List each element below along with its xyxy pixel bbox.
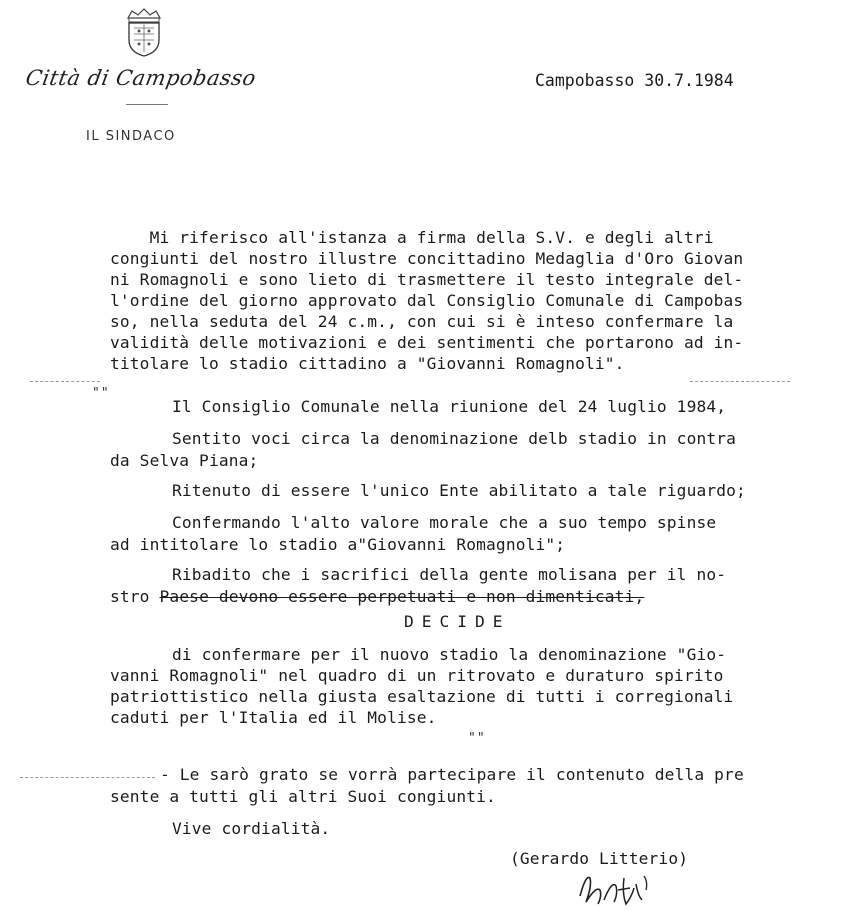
office-title: IL SINDACO <box>86 129 176 144</box>
decision-line: patriottistico nella giusta esaltazione di tutti i corregionali <box>110 687 734 706</box>
signatory-name: (Gerardo Litterio) <box>510 849 689 868</box>
quote-close-mark: "" <box>468 731 486 746</box>
sentito-line: da Selva Piana; <box>110 451 259 470</box>
quote-open-mark: "" <box>92 386 110 401</box>
sentito-line: Sentito voci circa la denominazione delb stadio in contra <box>172 429 737 448</box>
decide-heading: DECIDE <box>404 612 511 631</box>
ribadito-line: Ribadito che i sacrifici della gente molisana per il no- <box>172 565 727 584</box>
intro-line: validità delle motivazioni e dei sentimenti che portarono ad in- <box>110 333 744 352</box>
confermando-line: Confermando l'alto valore morale che a suo tempo spinse <box>172 513 717 532</box>
regards-line: Vive cordialità. <box>172 819 331 838</box>
intro-line: ni Romagnoli e sono lieto di trasmettere il testo integrale del- <box>110 270 744 289</box>
resolution-opening: Il Consiglio Comunale nella riunione del 24 luglio 1984, <box>172 397 727 416</box>
scan-artifact <box>690 381 790 382</box>
intro-line: congiunti del nostro illustre concittadino Medaglia d'Oro Giovan <box>110 249 744 268</box>
closing-line: sente a tutti gli altri Suoi congiunti. <box>110 787 496 806</box>
decision-line: caduti per l'Italia ed il Molise. <box>110 708 437 727</box>
decision-line: vanni Romagnoli" nel quadro di un ritrovato e duraturo spirito <box>110 666 724 685</box>
scan-artifact <box>30 381 100 382</box>
scan-artifact <box>20 777 155 778</box>
divider <box>126 104 168 105</box>
dateline: Campobasso 30.7.1984 <box>535 71 734 90</box>
intro-line: titolare lo stadio cittadino a "Giovanni Romagnoli". <box>110 354 625 373</box>
ribadito-line-start: stro <box>110 587 160 606</box>
confermando-line: ad intitolare lo stadio a"Giovanni Romagnoli"; <box>110 535 566 554</box>
intro-line: l'ordine del giorno approvato dal Consiglio Comunale di Campobas <box>110 291 744 310</box>
struck-text: Paese devono essere perpetuati e non dimenticati, <box>159 587 645 606</box>
intro-line: so, nella seduta del 24 c.m., con cui si è inteso confermare la <box>110 312 734 331</box>
intro-line: Mi riferisco all'istanza a firma della S.V. e degli altri <box>110 228 714 247</box>
handwritten-signature <box>572 866 662 910</box>
decision-line: di confermare per il nuovo stadio la denominazione "Gio- <box>172 645 727 664</box>
ritenuto-line: Ritenuto di essere l'unico Ente abilitato a tale riguardo; <box>172 481 746 500</box>
closing-line: - Le sarò grato se vorrà partecipare il contenuto della pre <box>160 765 744 784</box>
coat-of-arms-icon <box>122 8 166 58</box>
ribadito-line <box>110 587 644 607</box>
city-heading: Città di Campobasso <box>23 66 259 90</box>
